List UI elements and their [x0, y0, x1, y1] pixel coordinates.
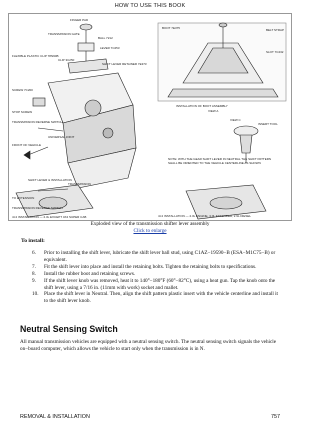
figure-caption: Exploded view of the transmission shifter lever assembly [90, 221, 210, 227]
diagram-label: FINGER PAD [70, 18, 89, 22]
step-item [32, 250, 282, 264]
diagram-label: 4×4 INSTALLATION — 2.3L ENGINE, 3.0L EXTENDED, 2.9L DIESEL [158, 214, 252, 218]
diagram-label: TRANSMISSION REVERSE SWITCH [12, 120, 63, 124]
diagram-label: FLEXIBLE PLASTIC CLIP 78N90B [12, 54, 59, 58]
step-text: Install the rubber boot and retaining screws. [44, 270, 136, 277]
step-text: Prior to installing the shift lever, lubricate the shift lever ball stud, using C1AZ−19590−B (ESA−M1C75−B) or equivalent. [44, 250, 276, 263]
boot-installation-detail [158, 23, 286, 101]
diagram-label: SHIFT LEVER & INSTALLATION [28, 178, 72, 182]
install-heading: To install: [21, 238, 45, 244]
footer-section: REMOVAL & INSTALLATION [20, 414, 90, 420]
shifter-exploded-diagram [8, 13, 292, 221]
section-body: All manual transmission vehicles are equipped with a neutral sensing switch. The neutral sensing switch signals the vehicle on−board computer, which allows the vehicle to start only when the transmission is in N. [20, 339, 277, 352]
diagram-label: BOOT 7E375 [162, 26, 180, 30]
diagram-label: TRANSMISSION [68, 182, 91, 186]
step-item [32, 271, 282, 278]
diagram-label: INSTALLATION OF BOOT ASSEMBLY [176, 104, 228, 108]
install-steps [32, 250, 282, 305]
step-item [32, 291, 282, 305]
diagram-label: CLIP 3C250 [58, 58, 75, 62]
page-header: HOW TO USE THIS BOOK [114, 3, 186, 9]
diagram-label: FRONT OF VEHICLE [12, 143, 41, 147]
diagram-label: TRANSMISSION GATE [48, 32, 80, 36]
step-number: 6. [32, 250, 36, 256]
step-number: 8. [32, 270, 36, 277]
step-text: Fit the shift lever into place and install the retaining bolts. Tighten the retaining bolts to specifications. [44, 263, 257, 270]
diagram-label: TRANSMISSION REVERSE SWITCH [12, 206, 63, 210]
diagram-label: SLOT 7C232 [266, 50, 284, 54]
diagram-label: SHIFT LEVER RETAINER 7E373 [102, 62, 147, 66]
diagram-note: NOTE: WITH THE GEAR SHIFT LEVER IN NEUTRAL THE SHIFT PATTERN SHALL BE ORIENTED TO THE VEHICLE CENTERLINE AS SHOWN [168, 158, 272, 165]
diagram-label: 4×4 INSTALLATION — 2.3L EXCEPT 4X4 SUPER CAB [12, 215, 87, 219]
diagram-label: VIEW A [208, 109, 219, 113]
diagram-label: BALL 7212 [98, 36, 113, 40]
diagram-label: INSERT TOOL [258, 122, 278, 126]
step-text: If the shift lever knob was removed, heat it to 140°−180°F (60°−82°C), using a heat gun. Tap the knob onto the shift lever, using a 7/16 in. (11mm with work) socket and mallet. [44, 277, 276, 291]
diagram-label: LEVER 7C253 [100, 46, 120, 50]
step-number: 7. [32, 263, 36, 270]
step-text: Place the shift lever in Neutral. Then, align the shift pattern plastic insert with the vehicle centerline and install it to the shift lever knob. [44, 291, 278, 305]
diagram-label: VIEW C [230, 118, 241, 122]
step-number: 10. [32, 291, 39, 298]
enlarge-link[interactable]: Click to enlarge [133, 228, 167, 234]
diagram-label: BELT STRAP [266, 28, 285, 32]
step-item [32, 278, 282, 292]
diagram-label: TO EXTENSION [12, 196, 35, 200]
step-item [32, 264, 282, 271]
page-number: 757 [271, 414, 280, 420]
diagram-label: UNIVERSAL JOINT [48, 135, 75, 139]
step-number: 9. [32, 277, 36, 284]
diagram-label: SCREW 7C200 [12, 88, 33, 92]
section-title: Neutral Sensing Switch [20, 324, 118, 334]
diagram-label: STOP SCREW [12, 110, 33, 114]
